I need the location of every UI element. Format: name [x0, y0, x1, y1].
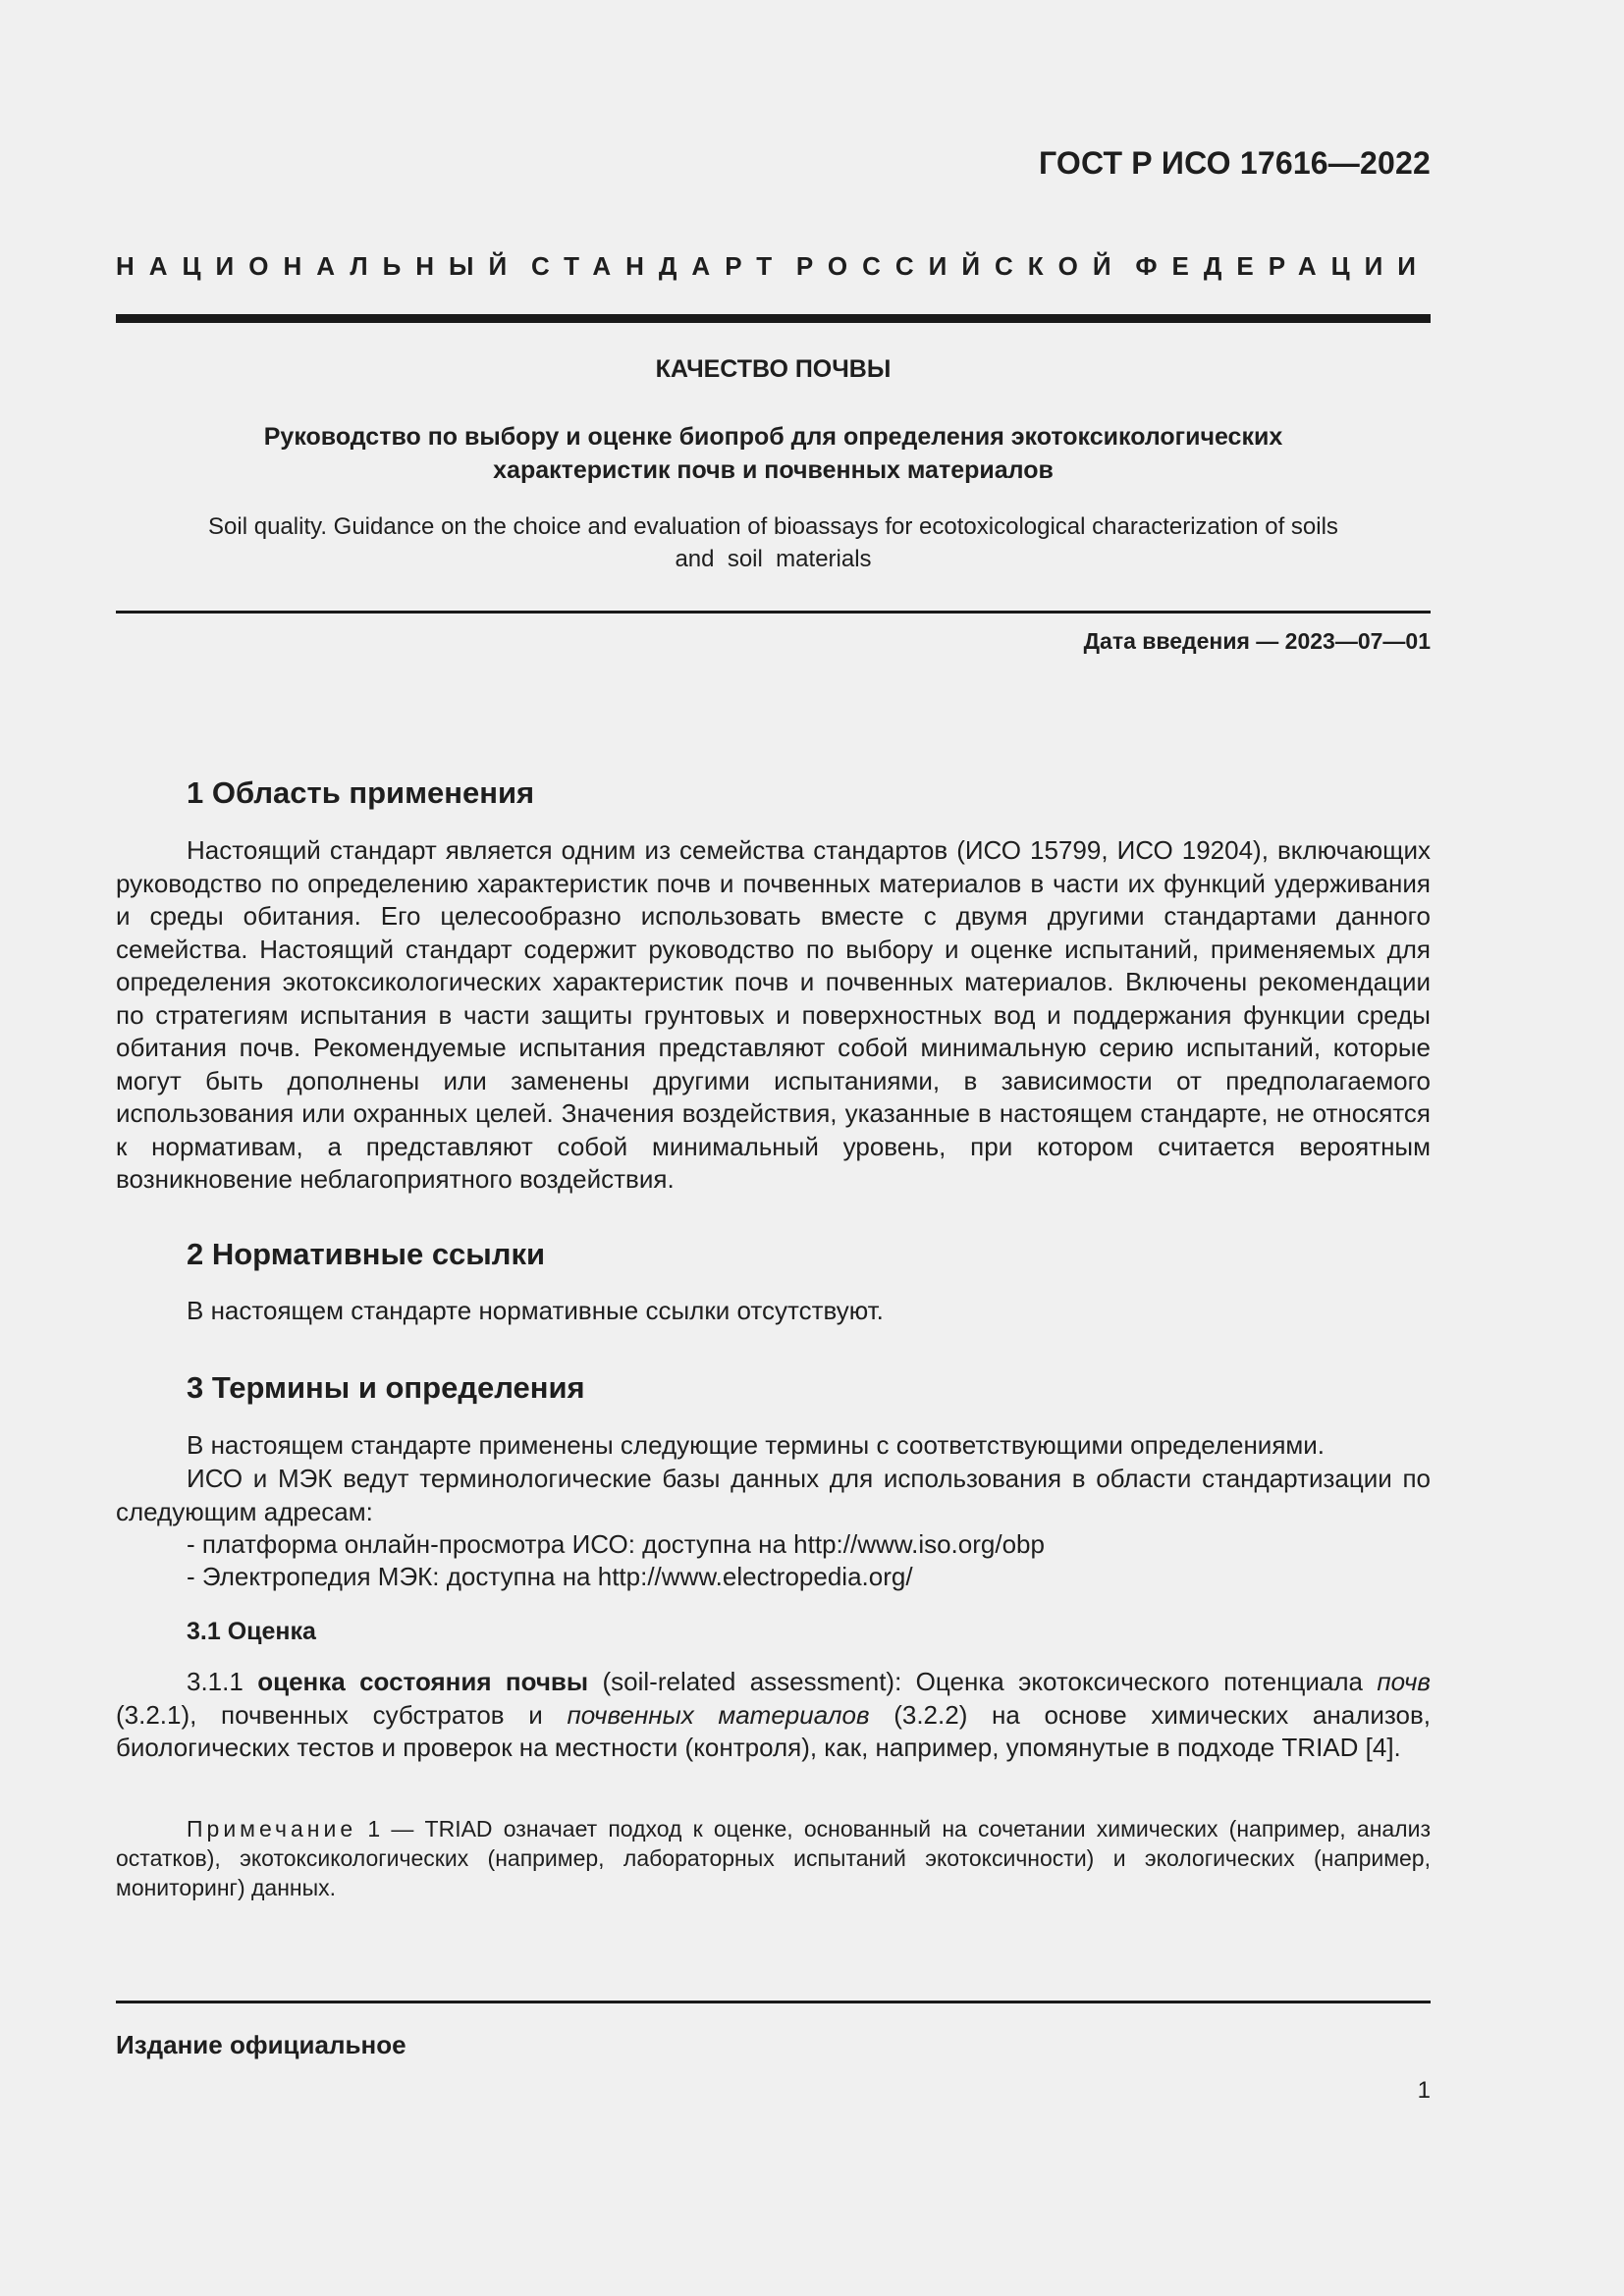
term-reference: почв	[1377, 1667, 1432, 1696]
banner-word: РОССИЙСКОЙ	[795, 251, 1126, 281]
section-3-intro: В настоящем стандарте применены следующие термины с соответствующими определениями.	[187, 1430, 1326, 1460]
banner-word: ФЕДЕРАЦИИ	[1135, 251, 1431, 281]
english-title-line: and soil materials	[675, 546, 872, 572]
banner-word: СТАНДАРТ	[530, 251, 787, 281]
term-text: (3.2.2) на основе химических анализов, биологических тестов и проверок на местности (контроля), как, например, упомянутые в подходе TRIAD [4].	[116, 1699, 1431, 1762]
footer-divider	[116, 2001, 1431, 2003]
note-label: Примечание	[187, 1816, 357, 1842]
term-number: 3.1.1	[187, 1667, 258, 1696]
official-edition-label: Издание официальное	[116, 2030, 406, 2059]
english-title	[116, 510, 1431, 575]
section-2-heading: 2 Нормативные ссылки	[187, 1237, 546, 1271]
russian-title	[116, 420, 1431, 487]
term-text: (soil-related assessment): Оценка экотоксического потенциала	[588, 1667, 1378, 1696]
section-1-text: Настоящий стандарт является одним из семейства стандартов (ИСО 15799, ИСО 19204), включающих руководство по определению характеристик почв и почвенных материалов в части их функций удерживания и среды обитания. Его целесообразно использовать вместе с двумя другими стандартами данного семейства. Настоящий стандарт содержит руководство по выбору и оценке испытаний, применяемых для определения экотоксикологических характеристик почв и почвенных материалов. Включены рекомендации по стратегиям испытания в части защиты грунтовых и поверхностных вод и поддержания функции среды обитания почв. Рекомендуемые испытания представляют собой минимальную серию испытаний, которые могут быть дополнены или заменены другими испытаниями, в зависимости от предполагаемого использования или охранных целей. Значения воздействия, указанные в настоящем стандарте, не относятся к нормативам, а представляют собой минимальный уровень, при котором считается вероятным возникновение неблагоприятного воздействия.	[116, 835, 1431, 1194]
header-divider	[116, 314, 1431, 323]
russian-title-line: характеристик почв и почвенных материалов	[493, 456, 1054, 484]
section-3-heading: 3 Термины и определения	[187, 1370, 585, 1405]
document-code: ГОСТ Р ИСО 17616—2022	[1038, 145, 1431, 181]
subsection-3-1-heading: 3.1 Оценка	[187, 1618, 316, 1645]
section-3-iso-iec-text: ИСО и МЭК ведут терминологические базы данных для использования в области стандартизации по следующим адресам:	[116, 1464, 1431, 1526]
russian-title-line: Руководство по выбору и оценке биопроб для определения экотоксикологических	[263, 423, 1283, 451]
term-name: оценка состояния почвы	[257, 1667, 589, 1696]
term-definition-3-1-1	[116, 1666, 1431, 1765]
english-title-line: Soil quality. Guidance on the choice and evaluation of bioassays for ecotoxicological characterization of soils	[208, 513, 1338, 540]
note-1	[116, 1814, 1431, 1902]
title-divider	[116, 611, 1431, 614]
list-item: - Электропедия МЭК: доступна на http://www.electropedia.org/	[187, 1562, 913, 1591]
main-title: КАЧЕСТВО ПОЧВЫ	[655, 355, 892, 383]
national-standard-banner	[116, 251, 1431, 282]
term-reference: почвенных материалов	[567, 1699, 870, 1730]
list-item: - платформа онлайн-просмотра ИСО: доступна на http://www.iso.org/obp	[187, 1529, 1045, 1559]
section-2-text: В настоящем стандарте нормативные ссылки отсутствуют.	[187, 1296, 884, 1325]
page-number: 1	[1417, 2077, 1431, 2104]
banner-word: НАЦИОНАЛЬНЫЙ	[116, 251, 522, 281]
introduction-date: Дата введения — 2023—07—01	[1083, 628, 1431, 654]
note-text: 1 — TRIAD означает подход к оценке, основанный на сочетании химических (например, анализ остатков), экотоксикологических (например, лабораторных испытаний экотоксичности) и экологических (например, мониторинг) данных.	[116, 1816, 1431, 1900]
term-text: (3.2.1), почвенных субстратов и	[116, 1699, 568, 1730]
section-1-heading: 1 Область применения	[187, 775, 535, 810]
